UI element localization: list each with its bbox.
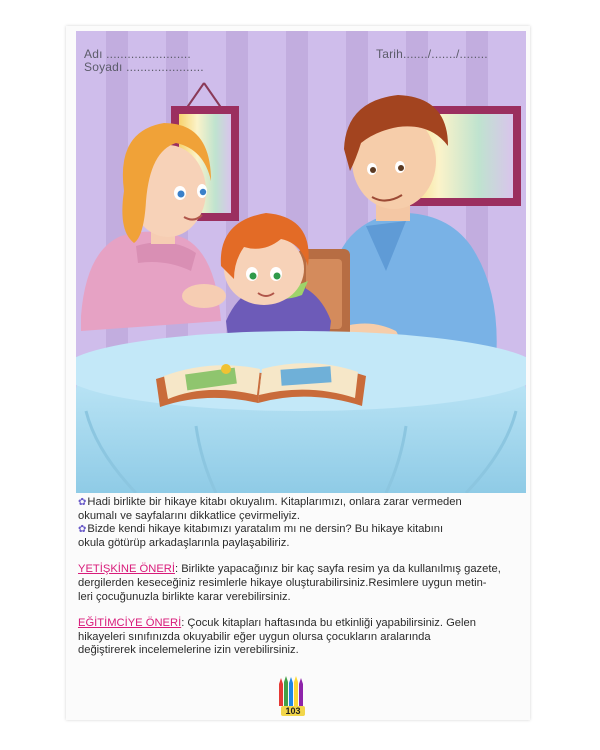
family-reading-illustration bbox=[76, 31, 526, 493]
paragraph-1 bbox=[78, 496, 523, 523]
surname-line: Soyadı ...................... bbox=[84, 60, 204, 74]
paragraph-2 bbox=[78, 523, 523, 550]
p4-line-3: değiştirerek incelemelerine izin verebilirsiniz. bbox=[78, 644, 299, 657]
name-line: Adı ........................ bbox=[84, 47, 191, 61]
p2-line-1: Bizde kendi hikaye kitabımızı yaratalım mı ne dersin? Bu hikaye kitabını bbox=[87, 523, 444, 536]
adult-suggestion-title: YETİŞKİNE ÖNERİ bbox=[78, 563, 175, 576]
p3-line-3: leri çocuğunuzla birlikte karar verebilirsiniz. bbox=[78, 590, 291, 603]
table bbox=[76, 331, 526, 493]
date-line: Tarih......./......./........ bbox=[376, 47, 488, 61]
illustration-svg bbox=[76, 31, 526, 493]
instruction-text bbox=[78, 496, 523, 671]
p1-line-1: Hadi birlikte bir hikaye kitabı okuyalım. Kitaplarımızı, onlara zarar vermeden bbox=[87, 496, 462, 508]
p2-line-2: okula götürüp arkadaşlarınla paylaşabiliriz. bbox=[78, 536, 290, 549]
p3-line-2: dergilerden keseceğiniz resimlerle hikaye oluşturabilirsiniz.Resimlere uygun metin- bbox=[78, 576, 487, 589]
page-number: 103 bbox=[281, 706, 305, 716]
flower-bullet-icon: ✿ bbox=[78, 524, 87, 536]
adult-suggestion bbox=[78, 563, 523, 604]
flower-bullet-icon: ✿ bbox=[78, 497, 87, 508]
workbook-page bbox=[66, 26, 530, 720]
educator-suggestion bbox=[78, 617, 523, 658]
p4-line-2: hikayeleri sınıfınızda okuyabilir eğer uygun olursa çocukların aralarında bbox=[78, 630, 431, 643]
educator-suggestion-title: EĞİTİMCİYE ÖNERİ bbox=[78, 617, 182, 630]
p3-line-1: : Birlikte yapacağınız bir kaç sayfa resim ya da kullanılmış gazete, bbox=[174, 563, 501, 576]
p4-line-1: : Çocuk kitapları haftasında bu etkinliği yapabilirsiniz. Gelen bbox=[181, 617, 476, 630]
p1-line-2: okumalı ve sayfalarını dikkatlice çevirmeliyiz. bbox=[78, 509, 300, 522]
